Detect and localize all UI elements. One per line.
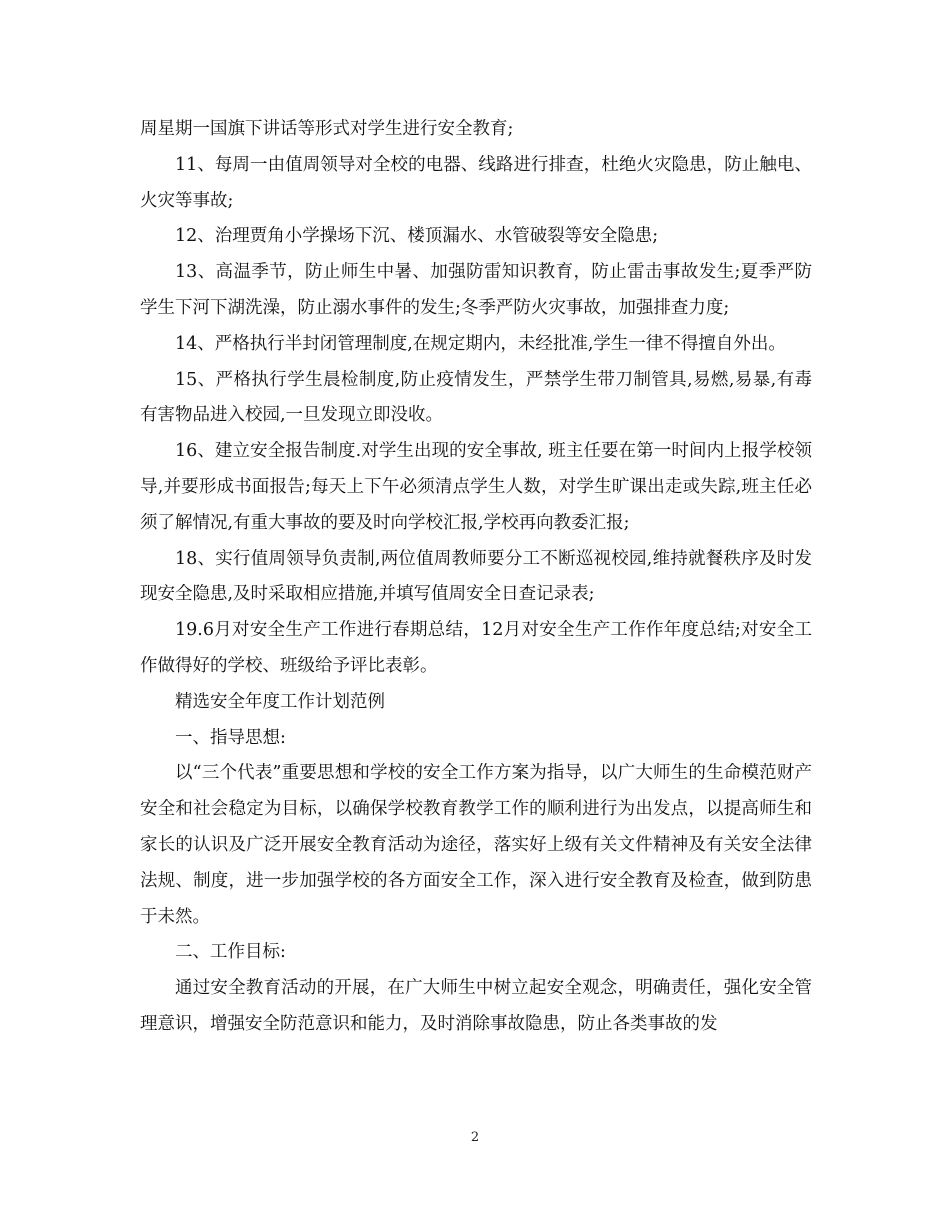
paragraph: 12、治理贾角小学操场下沉、楼顶漏水、水管破裂等安全隐患;	[175, 226, 659, 247]
paragraph: 16、建立安全报告制度.对学生出现的安全事故, 班主任要在第一时间内上报学校领导,并要形成书面报告;每天上下午必须清点学生人数，对学生旷课出走或失踪,班主任必须了解情况,有重大事故的要及时向学校汇报,学校再向教委汇报;	[140, 441, 812, 533]
paragraph: 周星期一国旗下讲话等形式对学生进行安全教育;	[140, 119, 514, 139]
page-number: 2	[470, 1130, 480, 1145]
paragraph: 15、严格执行学生晨检制度,防止疫情发生，严禁学生带刀制管具,易燃,易暴,有毒有害物品进入校园,一旦发现立即没收。	[140, 369, 812, 426]
paragraph: 13、高温季节，防止师生中暑、加强防雷知识教育，防止雷击事故发生;夏季严防学生下河下湖洗澡，防止溺水事件的发生;冬季严防火灾事故，加强排查力度;	[140, 262, 812, 318]
section-heading: 二、工作目标:	[175, 942, 286, 963]
section-heading: 一、指导思想:	[175, 727, 286, 748]
section-title: 精选安全年度工作计划范例	[175, 691, 385, 712]
document-body	[140, 112, 812, 1043]
paragraph: 14、严格执行半封闭管理制度,在规定期内，未经批准,学生一律不得擅自外出。	[175, 333, 786, 354]
paragraph: 19.6月对安全生产工作进行春期总结，12月对安全生产工作作年度总结;对安全工作做得好的学校、班级给予评比表彰。	[140, 620, 812, 676]
paragraph: 11、每周一由值周领导对全校的电器、线路进行排查，杜绝火灾隐患，防止触电、火灾等事故;	[140, 154, 812, 211]
paragraph: 以“三个代表”重要思想和学校的安全工作方案为指导，以广大师生的生命模范财产安全和社会稳定为目标，以确保学校教育教学工作的顺利进行为出发点，以提高师生和家长的认识及广泛开展安全教育活动为途径，落实好上级有关文件精神及有关安全法律法规、制度，进一步加强学校的各方面安全工作，深入进行安全教育及检查，做到防患于未然。	[140, 763, 812, 927]
paragraph: 通过安全教育活动的开展，在广大师生中树立起安全观念，明确责任，强化安全管理意识，增强安全防范意识和能力，及时消除事故隐患，防止各类事故的发	[140, 978, 812, 1034]
paragraph: 18、实行值周领导负责制,两位值周教师要分工不断巡视校园,维持就餐秩序及时发现安全隐患,及时采取相应措施,并填写值周安全日查记录表;	[140, 548, 812, 605]
